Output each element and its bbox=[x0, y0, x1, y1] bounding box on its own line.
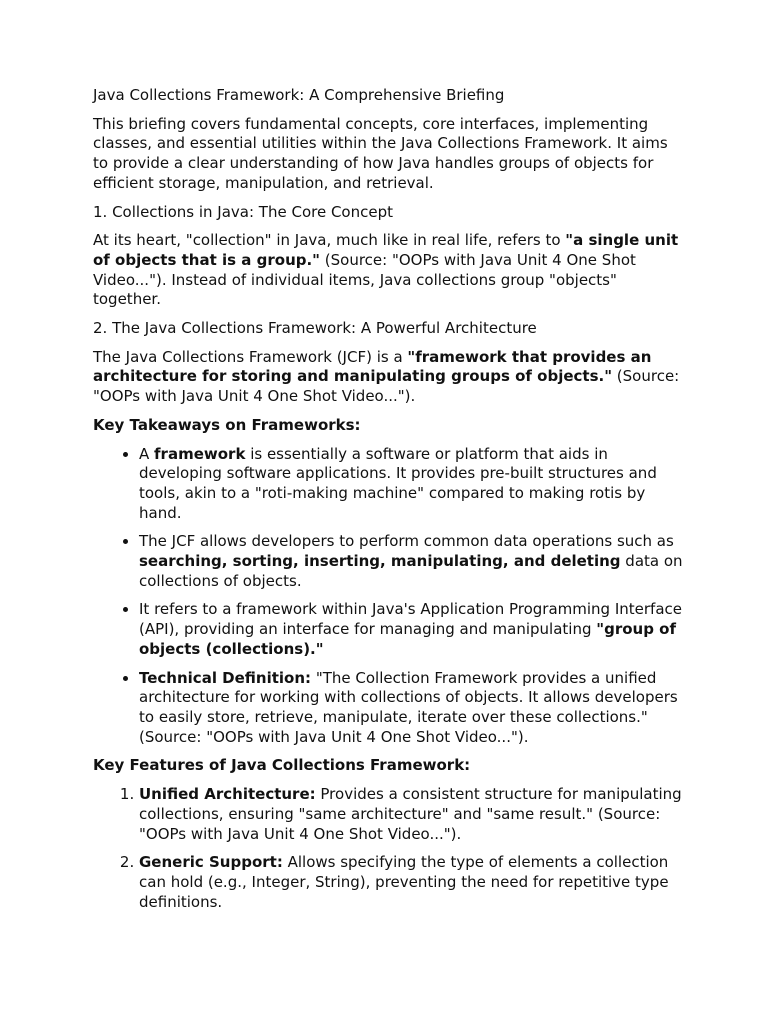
list-item bbox=[139, 785, 683, 844]
section-2-text-post: (Source: "OOPs with Java Unit 4 One Shot Video..."). bbox=[93, 367, 680, 406]
section-2-paragraph bbox=[93, 348, 683, 407]
section-1-text-bold: "a single unit of objects that is a group." bbox=[93, 231, 679, 269]
document-title: Java Collections Framework: A Comprehensive Briefing bbox=[93, 86, 505, 104]
list-item bbox=[139, 669, 683, 748]
item-text-post: is essentially a software or platform that aids in developing software applications. It provides pre-built structures and tools, akin to a "roti-making machine" compared to making rotis by hand. bbox=[139, 444, 657, 522]
section-2-text-bold: "framework that provides an architecture for storing and manipulating groups of objects." bbox=[93, 347, 652, 386]
list-item bbox=[139, 853, 683, 912]
takeaways-heading bbox=[93, 416, 683, 436]
item-text-bold: framework bbox=[154, 444, 246, 463]
item-text-bold: Generic Support: bbox=[139, 853, 283, 872]
takeaways-list bbox=[93, 445, 683, 748]
list-item bbox=[139, 532, 683, 591]
section-1-text-post: (Source: "OOPs with Java Unit 4 One Shot Video..."). Instead of individual items, Java collections group "objects" together. bbox=[93, 250, 636, 309]
intro-paragraph: This briefing covers fundamental concepts, core interfaces, implementing classes, and essential utilities within the Java Collections Framework. It aims to provide a clear understanding of how Java handles groups of objects for efficient storage, manipulation, and retrieval. bbox=[93, 114, 668, 192]
list-item bbox=[139, 600, 683, 659]
item-text-post: "The Collection Framework provides a unified architecture for working with collections of objects. It allows developers to easily store, retrieve, manipulate, iterate over these collections." (Source: "OOPs with Java Unit 4 One Shot Video..."). bbox=[139, 668, 678, 746]
list-item bbox=[139, 445, 683, 524]
item-text-bold: searching, sorting, inserting, manipulating, and deleting bbox=[139, 552, 621, 571]
features-heading-text: Key Features of Java Collections Framework: bbox=[93, 756, 471, 775]
section-2-heading: 2. The Java Collections Framework: A Powerful Architecture bbox=[93, 319, 537, 338]
section-1-paragraph bbox=[93, 231, 683, 310]
section-1-heading: 1. Collections in Java: The Core Concept bbox=[93, 202, 393, 221]
document-page bbox=[93, 86, 683, 921]
item-text-bold: Technical Definition: bbox=[139, 668, 312, 687]
item-text-bold: Unified Architecture: bbox=[139, 785, 316, 804]
features-list bbox=[93, 785, 683, 912]
item-text-post: Provides a consistent structure for manipulating collections, ensuring "same architecture" and "same result." (Source: "OOPs with Java Unit 4 One Shot Video..."). bbox=[139, 785, 682, 843]
features-heading bbox=[93, 756, 683, 776]
item-text-pre: It refers to a framework within Java's Application Programming Interface (API), providing an interface for managing and manipulating bbox=[139, 600, 682, 639]
section-2-text-pre: The Java Collections Framework (JCF) is a bbox=[93, 347, 408, 366]
takeaways-heading-text: Key Takeaways on Frameworks: bbox=[93, 415, 361, 434]
item-text-pre: The JCF allows developers to perform common data operations such as bbox=[139, 532, 674, 551]
section-1-text-pre: At its heart, "collection" in Java, much like in real life, refers to bbox=[93, 231, 566, 250]
item-text-post: data on collections of objects. bbox=[139, 552, 683, 590]
item-text-post: Allows specifying the type of elements a collection can hold (e.g., Integer, String), preventing the need for repetitive type definitions. bbox=[139, 853, 669, 911]
item-text-pre: A bbox=[139, 444, 155, 463]
item-text-bold: "group of objects (collections)." bbox=[139, 620, 676, 658]
